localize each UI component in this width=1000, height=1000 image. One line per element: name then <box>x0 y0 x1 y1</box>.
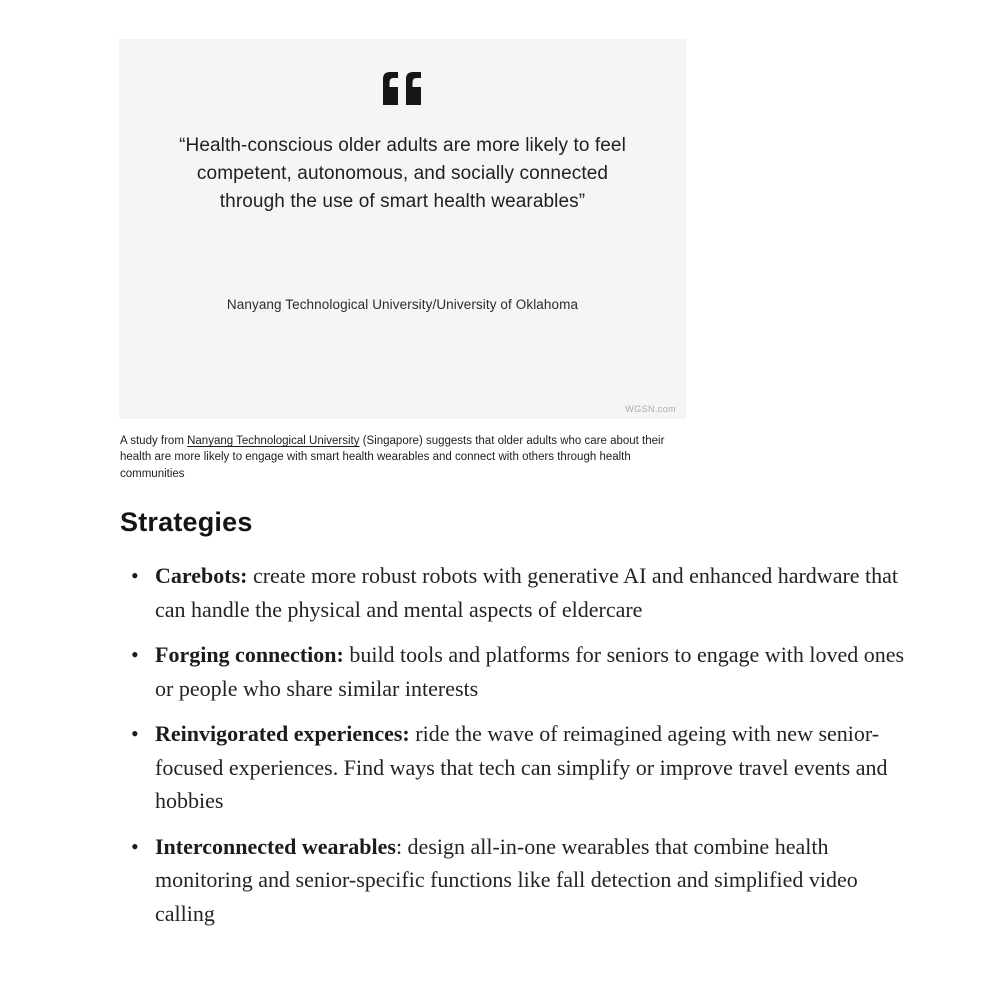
caption-text-prefix: A study from <box>120 435 188 447</box>
strategy-item-lead: Reinvigorated experiences: <box>155 721 410 746</box>
caption-university-link[interactable]: Nanyang Technological University <box>187 435 360 447</box>
bullet-marker: • <box>131 721 139 746</box>
section-heading-strategies: Strategies <box>120 507 253 537</box>
strategy-item-text: : design all-in-one wearables that combine health monitoring and senior-specific functions like fall detection and simplified video calling <box>155 833 858 926</box>
bullet-marker: • <box>131 642 139 667</box>
bullet-marker: • <box>131 563 139 588</box>
strategy-item-lead: Forging connection: <box>155 642 344 667</box>
strategy-item-text: build tools and platforms for seniors to engage with loved ones or people who share similar interests <box>155 642 905 701</box>
quote-card <box>119 39 686 419</box>
quote-attribution: Nanyang Technological University/University of Oklahoma <box>226 297 579 312</box>
quotation-mark-icon <box>119 72 686 105</box>
caption-text-suffix: (Singapore) suggests that older adults who care about their health are more likely to engage with smart health wearables and connect with others through health communities <box>120 435 665 480</box>
strategy-item <box>131 717 913 818</box>
watermark-text: WGSN.com <box>625 404 676 414</box>
strategy-item <box>131 559 913 626</box>
strategies-list <box>131 559 913 942</box>
strategy-item <box>131 638 913 705</box>
bullet-marker: • <box>131 833 139 859</box>
strategy-item-text: create more robust robots with generative AI and enhanced hardware that can handle the physical and mental aspects of eldercare <box>155 563 899 622</box>
quote-text: “Health-conscious older adults are more likely to feel competent, autonomous, and socially connected through the use of smart health wearables” <box>179 135 626 212</box>
image-caption <box>120 433 678 482</box>
strategy-item <box>131 830 913 931</box>
strategy-item-lead: Carebots: <box>155 563 248 588</box>
strategy-item-lead: Interconnected wearables <box>155 833 396 859</box>
strategy-item-text: ride the wave of reimagined ageing with new senior-focused experiences. Find ways that tech can simplify or improve travel events and hobbies <box>155 721 888 813</box>
